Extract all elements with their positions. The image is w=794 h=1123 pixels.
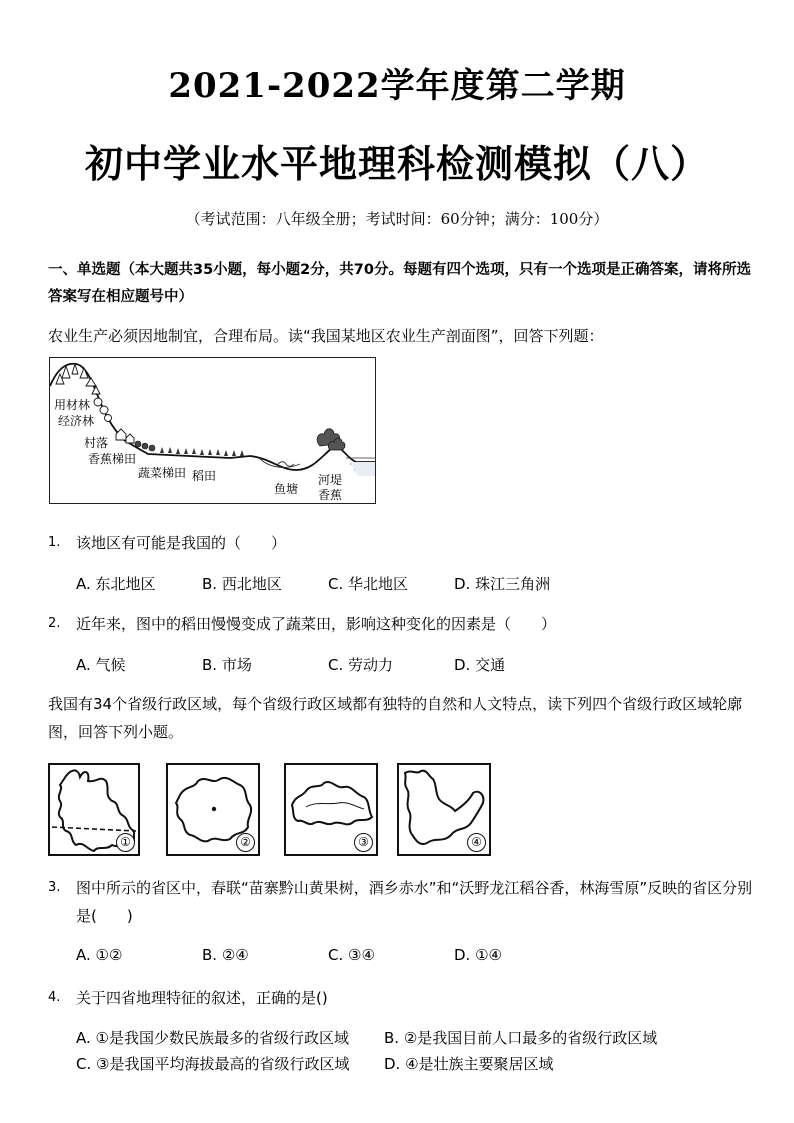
label-levee: 河堤	[318, 473, 343, 487]
intro-paragraph-1: 农业生产必须因地制宜，合理布局。读“我国某地区农业生产剖面图”，回答下列题：	[48, 327, 604, 345]
label-banana: 香蕉	[318, 488, 343, 502]
province-map-2	[166, 763, 260, 856]
intro-paragraph-2: 我国有34个省级行政区域，每个省级行政区域都有独特的自然和人文特点，读下列四个省级行政区域轮廓图，回答下列小题。	[48, 695, 743, 741]
q2-option-a: A. 气候	[76, 656, 126, 674]
question-text: 图中所示的省区中，春联“苗寨黔山黄果树，酒乡赤水”和“沃野龙江稻谷香，林海雪原”反映的省区分别是( )	[76, 879, 753, 925]
q2-option-d: D. 交通	[454, 656, 506, 674]
label-rice-field: 稻田	[192, 469, 217, 483]
label-timber-forest: 用材林	[54, 398, 91, 412]
q4-option-a: A. ①是我国少数民族最多的省级行政区域	[76, 1029, 349, 1047]
province-map-3	[284, 763, 378, 856]
q4-option-d: D. ④是壮族主要聚居区域	[384, 1055, 554, 1073]
province-map-1	[48, 763, 140, 856]
q1-option-d: D. 珠江三角洲	[454, 575, 551, 593]
label-vegetable-terrace: 蔬菜梯田	[138, 466, 187, 480]
q1-option-c: C. 华北地区	[328, 575, 409, 593]
agriculture-profile-figure	[49, 357, 376, 504]
label-village: 村落	[84, 436, 109, 450]
q1-option-b: B. 西北地区	[202, 575, 282, 593]
q3-option-a: A. ①②	[76, 946, 123, 964]
label-economic-forest: 经济林	[58, 414, 95, 428]
label-banana-terrace: 香蕉梯田	[88, 452, 137, 466]
exam-title-line1: 2021-2022学年度第二学期	[168, 66, 626, 106]
q2-option-c: C. 劳动力	[328, 656, 394, 674]
question-number: 2.	[48, 616, 61, 631]
q2-option-b: B. 市场	[202, 656, 252, 674]
question-text: 该地区有可能是我国的（ ）	[76, 534, 287, 552]
province-map-label: ④	[467, 833, 486, 852]
section-heading: 一、单选题（本大题共35小题，每小题2分，共70分。每题有四个选项，只有一个选项是正确答案，请将所选答案写在相应题号中）	[48, 262, 751, 305]
q4-option-c: C. ③是我国平均海拔最高的省级行政区域	[76, 1055, 350, 1073]
q3-option-c: C. ③④	[328, 946, 375, 964]
question-number: 3.	[48, 880, 61, 895]
exam-title-line2: 初中学业水平地理科检测模拟（八）	[84, 141, 709, 186]
q1-option-a: A. 东北地区	[76, 575, 156, 593]
q3-option-b: B. ②④	[202, 946, 249, 964]
question-number: 1.	[48, 535, 61, 550]
label-fish-pond: 鱼塘	[274, 482, 299, 496]
province-map-label: ①	[116, 833, 135, 852]
province-map-4	[397, 763, 491, 856]
question-text: 近年来，图中的稻田慢慢变成了蔬菜田，影响这种变化的因素是（ ）	[76, 615, 557, 633]
q3-option-d: D. ①④	[454, 946, 502, 964]
q4-option-b: B. ②是我国目前人口最多的省级行政区域	[384, 1029, 658, 1047]
province-map-label: ②	[236, 833, 255, 852]
question-text: 关于四省地理特征的叙述，正确的是()	[76, 989, 328, 1007]
province-map-label: ③	[354, 833, 373, 852]
question-number: 4.	[48, 990, 61, 1005]
exam-info: （考试范围：八年级全册；考试时间：60分钟；满分：100分）	[185, 210, 609, 228]
